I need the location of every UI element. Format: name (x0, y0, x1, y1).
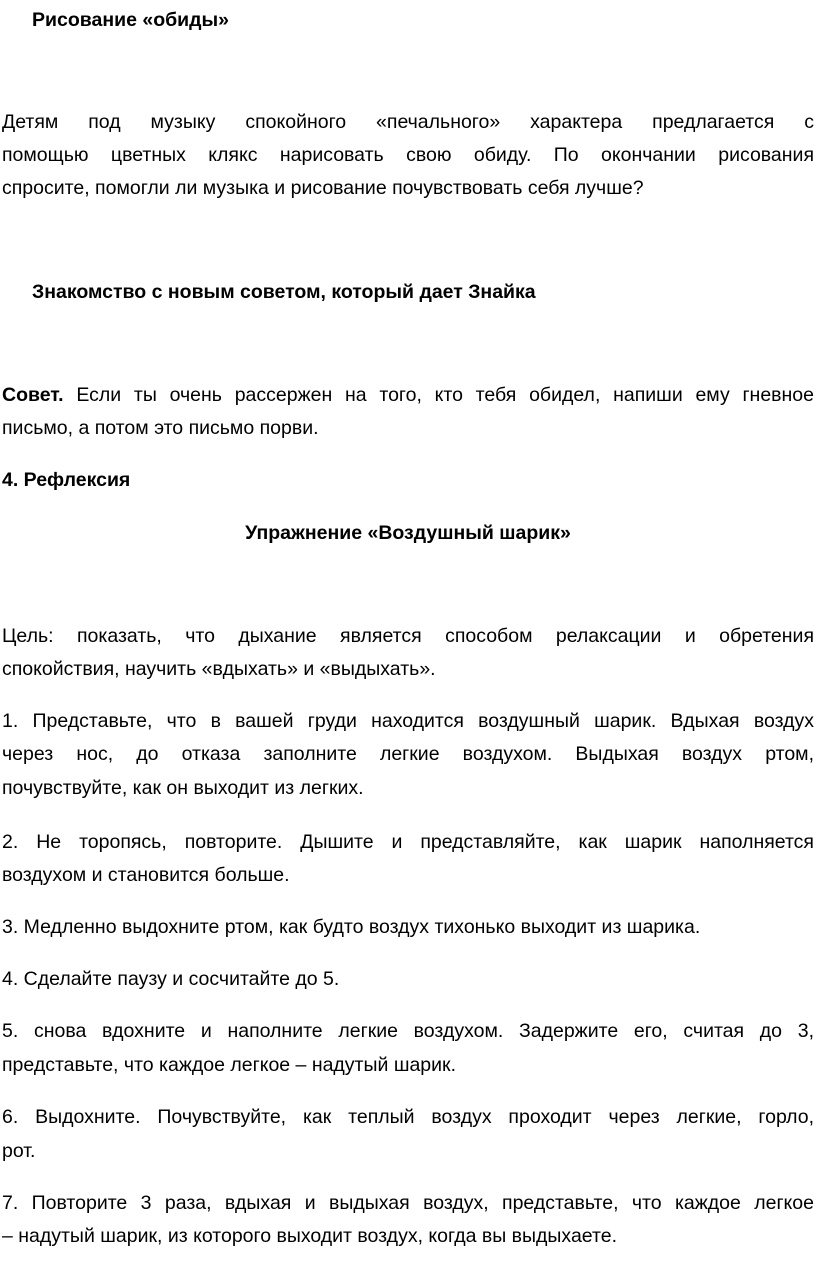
step6-line1: 6. Выдохните. Почувствуйте, как теплый воздух проходит через легкие, горло, (2, 1106, 814, 1128)
step4: 4. Сделайте паузу и сосчитайте до 5. (2, 968, 340, 990)
step7-line1: 7. Повторите 3 раза, вдыхая и выдыхая воздух, представьте, что каждое легкое (2, 1192, 814, 1214)
para1-line3: спросите, помогли ли музыка и рисование почувствовать себя лучше? (2, 177, 644, 199)
para1-line1: Детям под музыку спокойного «печального» характера предлагается с (2, 111, 814, 133)
step3: 3. Медленно выдохните ртом, как будто воздух тихонько выходит из шарика. (2, 916, 701, 938)
step5-line1: 5. снова вдохните и наполните легкие воздухом. Задержите его, считая до 3, (2, 1020, 814, 1042)
advice-label: Совет. (2, 384, 64, 406)
heading-drawing-offense: Рисование «обиды» (32, 9, 230, 31)
goal-line2: спокойствия, научить «вдыхать» и «выдыхать». (2, 658, 436, 680)
step7-line2: – надутый шарик, из которого выходит воздух, когда вы выдыхаете. (2, 1225, 617, 1247)
para1-line2: помощью цветных клякс нарисовать свою обиду. По окончании рисования (2, 144, 814, 166)
section-reflection: 4. Рефлексия (2, 469, 131, 491)
step6-line2: рот. (2, 1140, 36, 1162)
step1-line2: через нос, до отказа заполните легкие воздухом. Выдыхая воздух ртом, (2, 743, 814, 765)
step1-line1: 1. Представьте, что в вашей груди находится воздушный шарик. Вдыхая воздух (2, 710, 814, 732)
advice-text: Если ты очень рассержен на того, кто тебя обидел, напиши ему гневное (63, 384, 814, 406)
step5-line2: представьте, что каждое легкое – надутый шарик. (2, 1054, 456, 1076)
heading-new-advice: Знакомство с новым советом, который дает Знайка (32, 281, 536, 303)
advice-line2: письмо, а потом это письмо порви. (2, 417, 319, 439)
advice-line1 (2, 379, 814, 412)
exercise-title: Упражнение «Воздушный шарик» (245, 522, 571, 544)
step1-line3: почувствуйте, как он выходит из легких. (2, 777, 364, 799)
step2-line1: 2. Не торопясь, повторите. Дышите и представляйте, как шарик наполняется (2, 831, 814, 853)
step2-line2: воздухом и становится больше. (2, 864, 290, 886)
goal-line1: Цель: показать, что дыхание является способом релаксации и обретения (2, 625, 814, 647)
